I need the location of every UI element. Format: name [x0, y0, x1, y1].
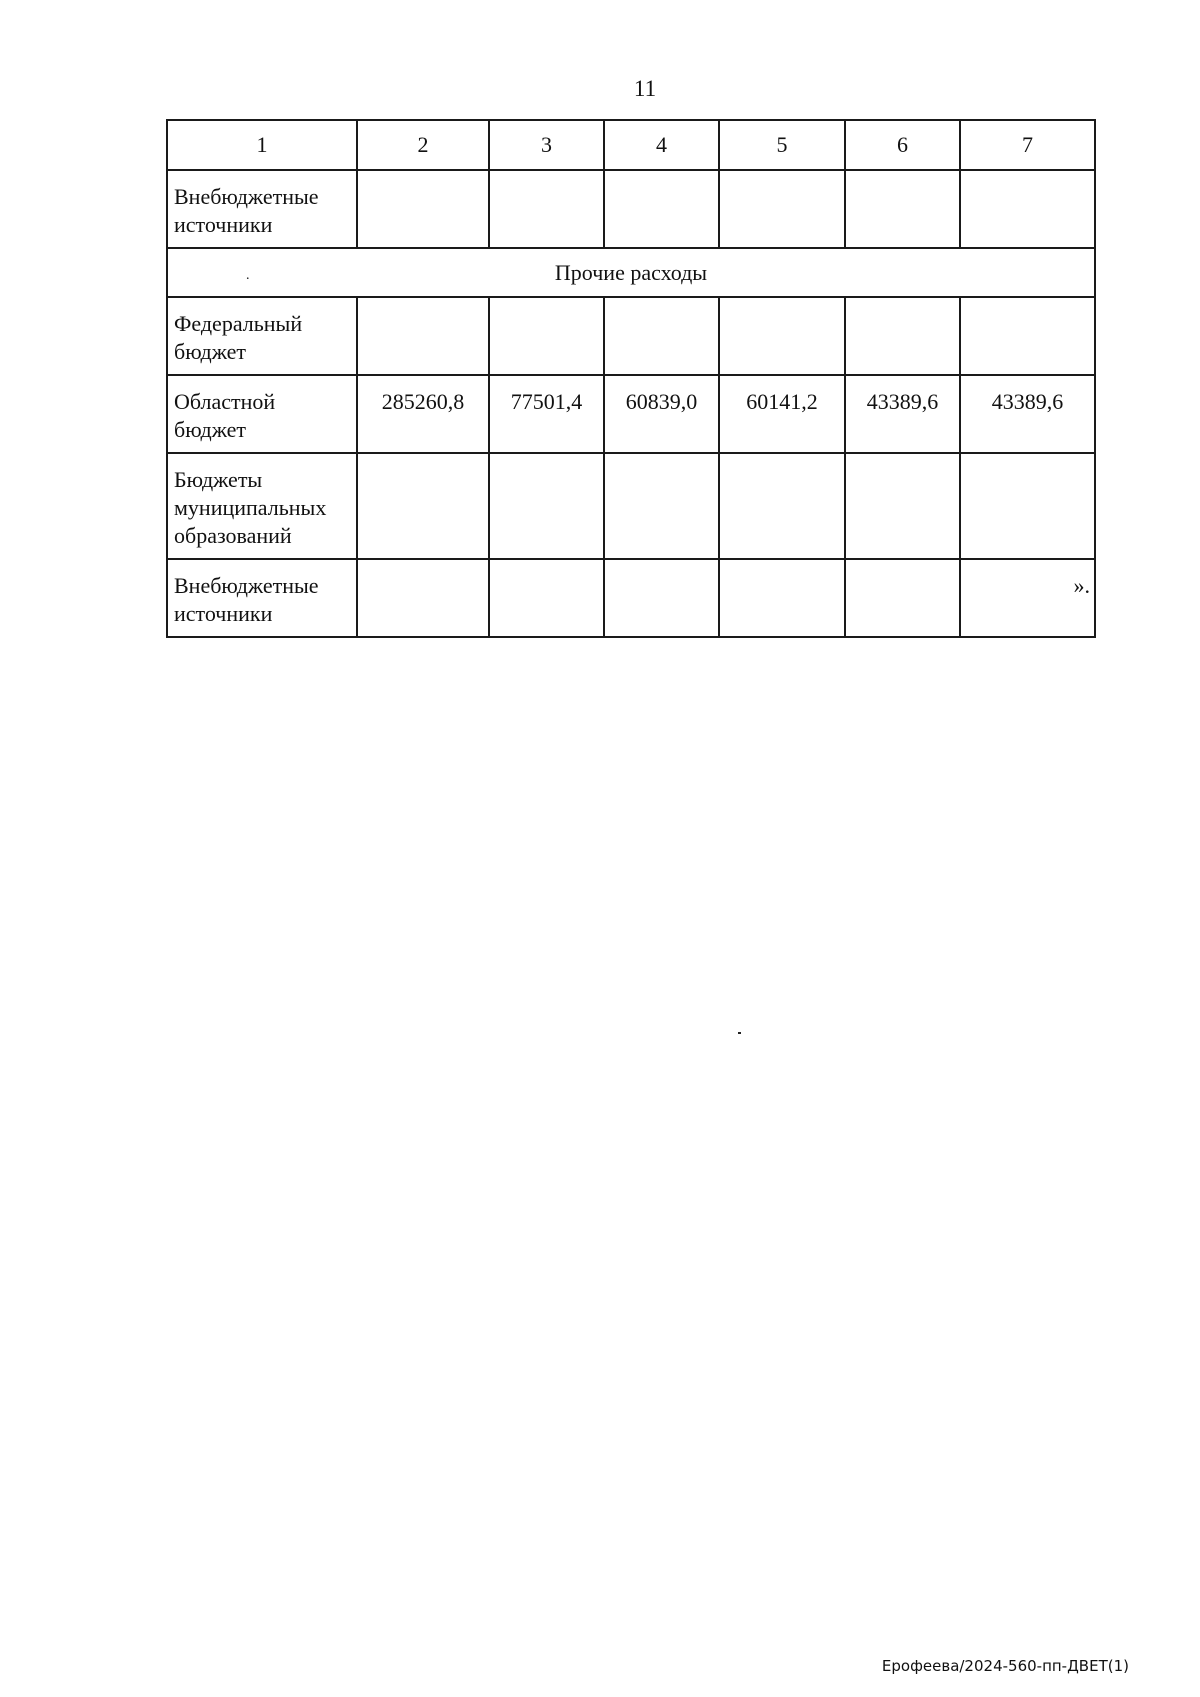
- column-number-7: 7: [960, 120, 1095, 170]
- table-row: [167, 375, 1095, 453]
- column-number-4: 4: [604, 120, 719, 170]
- table-cell: 285260,8: [357, 375, 489, 453]
- table-cell: [719, 297, 845, 375]
- section-title: Прочие расходы: [554, 259, 708, 285]
- row-label-municipal-budgets: Бюджеты муниципальных образований: [167, 453, 357, 559]
- table-cell: 43389,6: [960, 375, 1095, 453]
- table-cell: 60141,2: [719, 375, 845, 453]
- table-cell: [489, 453, 604, 559]
- closing-quote: ».: [1073, 573, 1090, 598]
- table-cell: [845, 559, 960, 637]
- table-cell: [719, 170, 845, 248]
- table-cell: [719, 559, 845, 637]
- stray-mark: [738, 1032, 741, 1034]
- table-cell: [960, 453, 1095, 559]
- stray-dot: .: [246, 268, 250, 283]
- table-cell: 60839,0: [604, 375, 719, 453]
- table-cell: [489, 559, 604, 637]
- table-cell: [845, 297, 960, 375]
- table-cell: [845, 170, 960, 248]
- table-cell: [357, 170, 489, 248]
- table-cell: [604, 297, 719, 375]
- table-cell: [357, 297, 489, 375]
- page-number: 11: [633, 76, 657, 101]
- table-cell: [489, 297, 604, 375]
- table-cell: [357, 559, 489, 637]
- section-row: [167, 248, 1095, 297]
- table-row: [167, 453, 1095, 559]
- table-row: [167, 297, 1095, 375]
- column-number-1: 1: [167, 120, 357, 170]
- table-row: [167, 170, 1095, 248]
- table-cell: [960, 297, 1095, 375]
- row-label-federal-budget: Федеральный бюджет: [167, 297, 357, 375]
- row-label-extrabudgetary: Внебюджетные источники: [167, 170, 357, 248]
- column-number-6: 6: [845, 120, 960, 170]
- table-row: [167, 559, 1095, 637]
- column-number-3: 3: [489, 120, 604, 170]
- table-cell: 77501,4: [489, 375, 604, 453]
- table-cell: [960, 170, 1095, 248]
- table-cell: [719, 453, 845, 559]
- table-cell: [604, 453, 719, 559]
- table-cell: 43389,6: [845, 375, 960, 453]
- column-number-2: 2: [357, 120, 489, 170]
- table-cell: [845, 453, 960, 559]
- row-label-regional-budget: Областной бюджет: [167, 375, 357, 453]
- section-heading: [167, 248, 1095, 297]
- budget-table: [166, 119, 1096, 638]
- row-label-extrabudgetary: Внебюджетные источники: [167, 559, 357, 637]
- document-code: Ерофеева/2024-560-пп-ДВЕТ(1): [881, 1657, 1129, 1675]
- table-header-row: [167, 120, 1095, 170]
- table-cell: [604, 559, 719, 637]
- table-cell: [489, 170, 604, 248]
- table-cell: [357, 453, 489, 559]
- table-cell: [604, 170, 719, 248]
- column-number-5: 5: [719, 120, 845, 170]
- table-cell-last: [960, 559, 1095, 637]
